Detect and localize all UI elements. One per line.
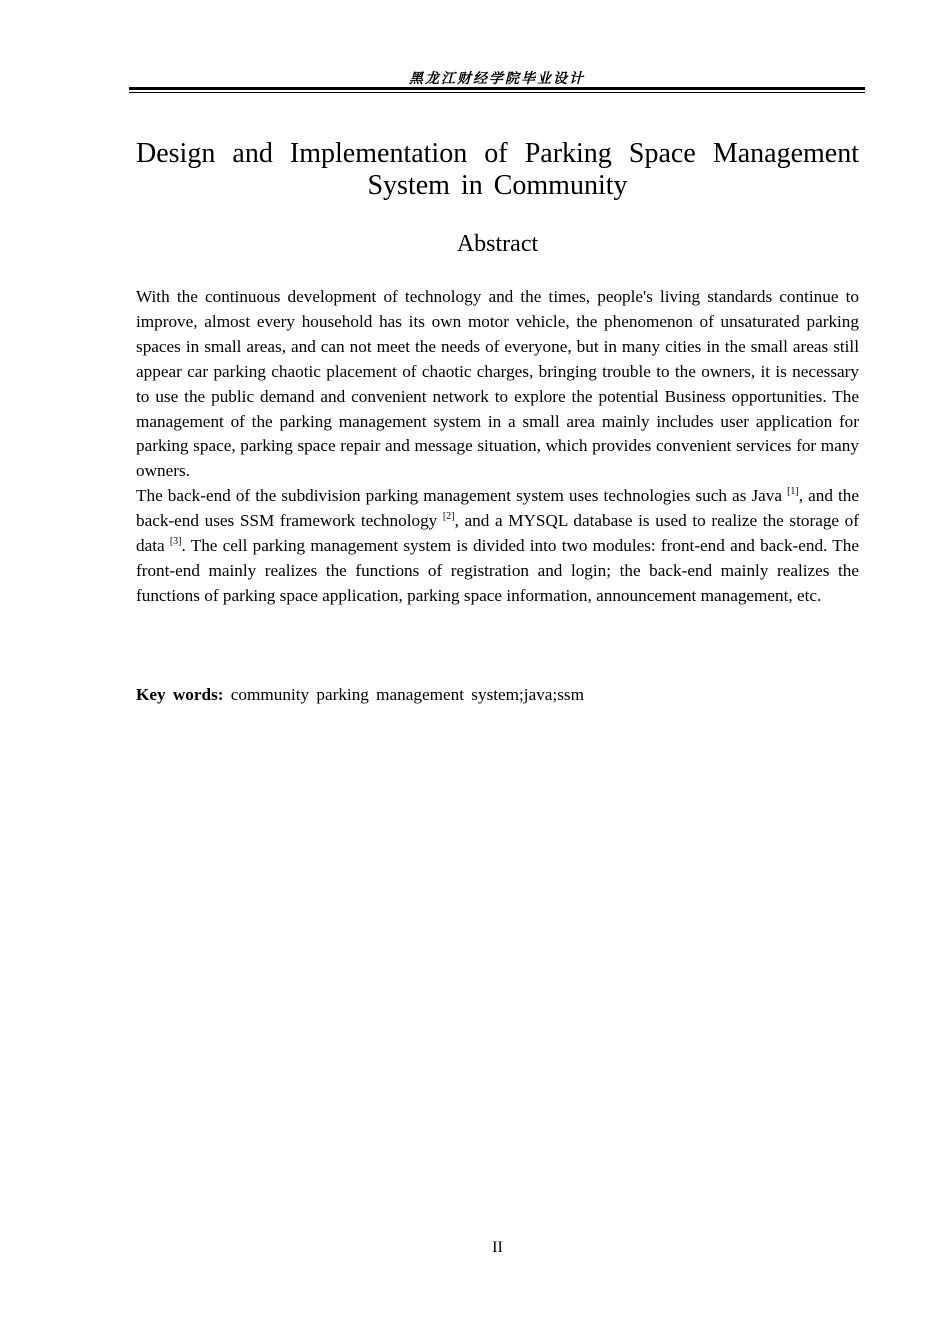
abstract-text-segment: . The cell parking management system is divided into two modules: front-end and back-end. The front-end mainly realizes the functions of registration and login; the back-end mainly realizes the functions of parking space application, parking space information, announcement management, etc. bbox=[136, 536, 859, 605]
keywords-value: community parking management system;java;ssm bbox=[230, 685, 584, 704]
citation-ref-1: [1] bbox=[787, 486, 799, 498]
abstract-paragraph-1: With the continuous development of technology and the times, people's living standards continue to improve, almost every household has its own motor vehicle, the phenomenon of unsaturated parking spaces in small areas, and can not meet the needs of everyone, but in many cities in the small areas still appear car parking chaotic placement of chaotic charges, bringing trouble to the owners, it is necessary to use the public demand and convenient network to explore the potential Business opportunities. The management of the parking management system in a small area mainly includes user application for parking space, parking space repair and message situation, which provides convenient services for many owners. bbox=[136, 287, 859, 481]
page-number: II bbox=[492, 1239, 503, 1256]
abstract-body bbox=[136, 285, 859, 609]
abstract-text-segment: , and the back-end uses SSM framework technology bbox=[136, 486, 859, 531]
page-header: 黑龙江财经学院毕业设计 bbox=[409, 71, 585, 87]
abstract-text-segment: , and a MYSQL database is used to realize the storage of data bbox=[136, 511, 859, 556]
keywords-line bbox=[136, 683, 859, 707]
abstract-text-segment: The back-end of the subdivision parking management system uses technologies such as Java bbox=[136, 486, 788, 506]
citation-ref-2: [2] bbox=[442, 511, 455, 523]
citation-ref-3: [3] bbox=[169, 536, 182, 548]
header-rule-thick bbox=[129, 87, 865, 90]
keywords-label: Key words: bbox=[136, 685, 224, 704]
header-rule-thin bbox=[129, 92, 865, 93]
document-title: Design and Implementation of Parking Space Management System in Community bbox=[136, 138, 859, 201]
abstract-heading: Abstract bbox=[456, 231, 539, 257]
abstract-paragraph-2 bbox=[136, 484, 859, 609]
